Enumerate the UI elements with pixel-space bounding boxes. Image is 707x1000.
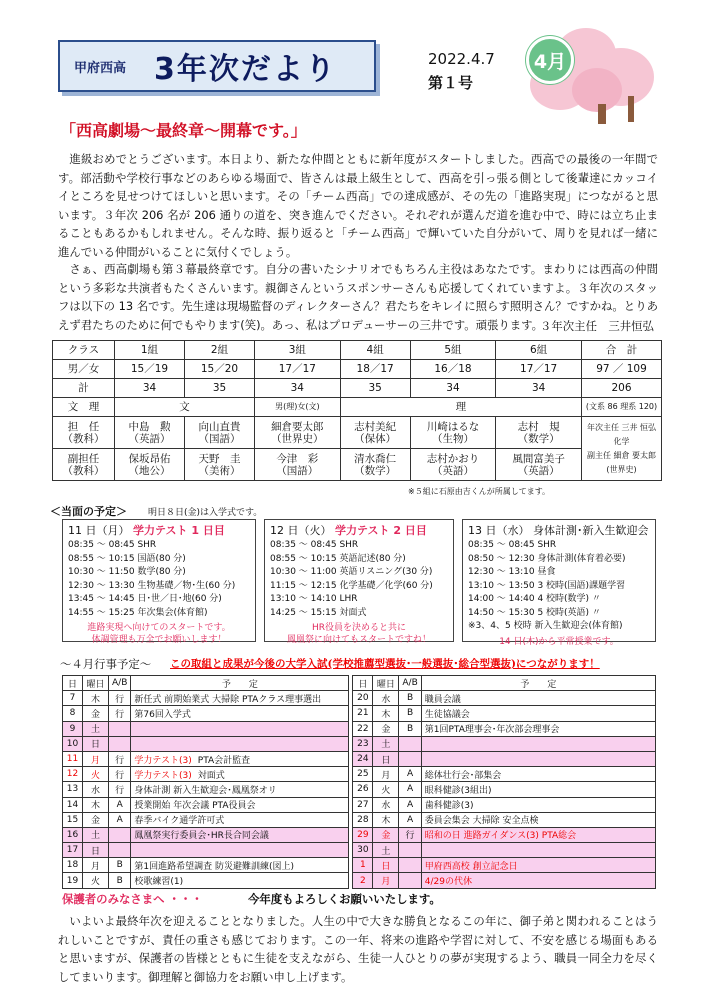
- event-day: 29: [353, 827, 373, 842]
- event-plan-text: 校歌練習(1): [134, 877, 184, 888]
- parents-heading: 保護者のみなさまへ ・・・: [62, 892, 203, 906]
- event-weekday: 月: [83, 751, 109, 766]
- day-date: 13 日（水）: [468, 524, 530, 537]
- event-day: 30: [353, 843, 373, 858]
- event-plan: [131, 721, 349, 736]
- staff-paragraph: さぁ、西高劇場も第３幕最終章です。自分の書いたシナリオでもちろん主役はあなたです。まわりには西高の仲間という多彩な共演者もたくさんいます。親御さんというスポンサーさんも応援してくれていますよ。３年次のスタッフは以下の 13 名です。先生達は現場監督のディレクターさん？君たちをキレイに照らす照明さん？ですかね。とりあえず君たちのために何でもやります(笑)。あっ、私はプロデューサーの三井です。頑張ります。: [58, 262, 658, 332]
- class-table: [52, 340, 662, 481]
- teacher-subject: （生物）: [431, 432, 474, 445]
- event-ab: 行: [109, 706, 131, 721]
- transfer-note: ※５組に石原由吉くんが所属してます。: [408, 487, 551, 496]
- day-heading: [270, 522, 448, 538]
- event-plan-text: PTA会計監査: [197, 755, 251, 766]
- teacher-subject: （保体）: [354, 432, 397, 445]
- schedule-line: 08:35 ～ 08:45 SHR: [468, 540, 557, 550]
- staff-note-line: 副主任 細倉 要太郎 (世界史): [586, 450, 657, 474]
- teacher-cell: [185, 417, 255, 449]
- event-plan: [421, 751, 655, 766]
- event-plan: [421, 827, 655, 842]
- table-cell: 15／19: [115, 360, 185, 379]
- event-plan: [131, 858, 349, 873]
- table-header: 3組: [255, 341, 341, 360]
- event-ab: A: [109, 797, 131, 812]
- event-ab: A: [399, 797, 421, 812]
- day-date: 11 日（月）: [68, 524, 130, 537]
- event-plan-text: 第76回入学式: [134, 709, 191, 720]
- event-ab: A: [399, 767, 421, 782]
- schedule-day-card: [264, 519, 454, 645]
- table-cell: 15／20: [185, 360, 255, 379]
- events-heading: ～４月行事予定～: [60, 657, 152, 671]
- schedule-line: 08:55 ～ 10:15 英語記述(80 分): [270, 553, 406, 564]
- schedule-line: 10:30 ～ 11:00 英語リスニング(30 分): [270, 567, 433, 577]
- event-plan: [421, 858, 655, 873]
- teacher-cell: [340, 417, 410, 449]
- teacher-name: 細倉要太郎: [271, 420, 324, 433]
- teacher-subject: （国語）: [198, 432, 241, 445]
- event-weekday: 月: [83, 858, 109, 873]
- event-ab: 行: [109, 767, 131, 782]
- total-row: [53, 379, 662, 398]
- month-badge: 4月: [526, 36, 574, 84]
- event-ab: A: [109, 812, 131, 827]
- event-ab: B: [399, 706, 421, 721]
- gender-row: [53, 360, 662, 379]
- event-day: 15: [63, 812, 83, 827]
- teacher-subject: （数学）: [517, 432, 560, 445]
- event-ab: [399, 873, 421, 888]
- event-day: 22: [353, 721, 373, 736]
- event-day: 10: [63, 736, 83, 751]
- teacher-cell: [410, 417, 496, 449]
- teacher-subject: （英語）: [128, 432, 171, 445]
- event-weekday: 火: [373, 782, 399, 797]
- table-cell: 17／17: [496, 360, 582, 379]
- event-ab: 行: [109, 782, 131, 797]
- event-plan: [421, 691, 655, 706]
- day-footer-line: 体調管理も万全でお願いします！: [91, 635, 227, 645]
- table-cell: 35: [340, 379, 410, 398]
- event-ab: 行: [109, 691, 131, 706]
- table-cell: 34: [496, 379, 582, 398]
- schedule-line: 14:00 ～ 14:40 4 校時(数学) 〃: [468, 594, 601, 604]
- event-weekday: 金: [373, 827, 399, 842]
- row-label: 男／女: [53, 360, 115, 379]
- event-plan-text: 甲府西高校 創立記念日: [424, 861, 518, 872]
- signature: ３年次主任 三井恒弘: [540, 319, 654, 333]
- day-footer: [468, 636, 650, 648]
- day-footer: [68, 622, 250, 646]
- event-day: 16: [63, 827, 83, 842]
- table-cell: 35: [185, 379, 255, 398]
- table-row: [63, 751, 656, 766]
- event-ab: [399, 843, 421, 858]
- school-name: 甲府西高: [74, 60, 127, 76]
- teacher-cell: [496, 417, 582, 449]
- event-day: 13: [63, 782, 83, 797]
- event-plan: [131, 691, 349, 706]
- parents-title: 今年度もよろしくお願いいたします。: [248, 892, 441, 906]
- teacher-subject: （国語）: [276, 464, 319, 477]
- event-day: 14: [63, 797, 83, 812]
- newsletter-title-box: [58, 40, 376, 92]
- table-header: 日: [353, 676, 373, 691]
- event-plan: [131, 767, 349, 782]
- table-cell: 34: [410, 379, 496, 398]
- event-plan-text: 学力テスト(3): [134, 755, 192, 766]
- event-plan: [131, 797, 349, 812]
- event-plan-text: 第1回PTA理事会･年次部会理事会: [424, 725, 560, 736]
- event-plan: [131, 812, 349, 827]
- table-row: [63, 797, 656, 812]
- schedule-line: 14:55 ～ 15:25 年次集会(体育館): [68, 607, 208, 618]
- teacher-cell: [410, 449, 496, 481]
- event-ab: [109, 721, 131, 736]
- table-header: クラス: [53, 341, 115, 360]
- event-plan: [131, 782, 349, 797]
- event-ab: A: [399, 812, 421, 827]
- teacher-name: 中島 勲: [128, 420, 171, 433]
- day-event: 身体計測･新入生歓迎会: [533, 524, 649, 537]
- teacher-cell: [255, 417, 341, 449]
- schedule-line: 12:30 ～ 13:30 生物基礎／物･生(60 分): [68, 580, 236, 591]
- event-day: 20: [353, 691, 373, 706]
- event-ab: 行: [399, 827, 421, 842]
- table-cell: 97 ／ 109: [582, 360, 662, 379]
- staff-note-line: 年次主任 三井 恒弘 化学: [586, 422, 657, 446]
- event-plan-text: 学力テスト(3): [134, 770, 192, 781]
- event-day: 17: [63, 843, 83, 858]
- table-row: [63, 858, 656, 873]
- teacher-subject: （数学）: [354, 464, 397, 477]
- event-day: 27: [353, 797, 373, 812]
- event-plan: [421, 721, 655, 736]
- teacher-subject: （世界史）: [271, 432, 324, 445]
- schedule-line: 08:35 ～ 08:45 SHR: [270, 540, 359, 550]
- teacher-name: 今津 彩: [276, 452, 319, 465]
- row-label: 文 理: [53, 398, 115, 417]
- event-day: 1: [353, 858, 373, 873]
- day-footer-line: 鳳凰祭に向けてもスタートですね！: [286, 635, 431, 645]
- table-cell: 理: [340, 398, 581, 417]
- event-day: 8: [63, 706, 83, 721]
- event-plan: [421, 843, 655, 858]
- schedule-heading: ＜当面の予定＞: [50, 505, 127, 518]
- event-plan: [131, 873, 349, 888]
- day-footer-line: HR役員を決めると共に: [311, 623, 407, 633]
- event-day: 23: [353, 736, 373, 751]
- event-plan-text: 総体壮行会･部集会: [424, 770, 502, 781]
- teacher-name: 風間富美子: [512, 452, 565, 465]
- row-label-sub: （教科）: [62, 464, 105, 477]
- schedule-line: 10:30 ～ 11:50 数学(80 分): [68, 567, 186, 577]
- table-header: 曜日: [373, 676, 399, 691]
- event-weekday: 日: [83, 736, 109, 751]
- table-cell: 男(理)女(文): [255, 398, 341, 417]
- schedule-line: 08:50 ～ 12:30 身体計測(体育着必要): [468, 553, 626, 564]
- teacher-subject: （英語）: [431, 464, 474, 477]
- event-weekday: 水: [83, 782, 109, 797]
- teacher-name: 清水喬仁: [354, 452, 397, 465]
- event-plan: [421, 767, 655, 782]
- staff-note: [582, 417, 662, 481]
- issue-number: 第１号: [428, 74, 474, 92]
- event-weekday: 土: [373, 843, 399, 858]
- day-event: 学力テスト 1 日目: [133, 524, 225, 537]
- event-weekday: 日: [373, 751, 399, 766]
- day-footer-line: 進路実現へ向けてのスタートです。: [87, 623, 231, 633]
- table-row: [63, 812, 656, 827]
- event-weekday: 金: [83, 812, 109, 827]
- teacher-subject: （地公）: [128, 464, 171, 477]
- table-header: 合 計: [582, 341, 662, 360]
- row-label-text: 担 任: [67, 420, 100, 433]
- teacher-subject: （美術）: [198, 464, 241, 477]
- schedule-line: ※3、4、5 校時 新入生歓迎会(体育館): [468, 621, 623, 631]
- day-event: 学力テスト 2 日目: [335, 524, 427, 537]
- teacher-cell: [255, 449, 341, 481]
- event-ab: [399, 736, 421, 751]
- table-row: [63, 827, 656, 842]
- table-row: [63, 782, 656, 797]
- row-label: 計: [53, 379, 115, 398]
- homeroom-row: [53, 417, 662, 449]
- table-cell: 18／17: [340, 360, 410, 379]
- vice-homeroom-row: [53, 449, 662, 481]
- event-plan-text: 春季バイク通学許可式: [134, 816, 225, 827]
- event-plan-text: 鳳凰祭実行委員会･HR長合同会議: [134, 831, 269, 842]
- event-weekday: 月: [373, 767, 399, 782]
- event-ab: B: [109, 858, 131, 873]
- table-header: 6組: [496, 341, 582, 360]
- table-row: [63, 873, 656, 888]
- event-plan-text: 新任式 前期始業式 大掃除 PTAクラス理事選出: [134, 694, 322, 705]
- day-footer-line: 14 日(木)から平常授業です。: [499, 636, 619, 647]
- event-day: 18: [63, 858, 83, 873]
- event-plan-text: 第1回進路希望調査 防災避難訓練(図上): [134, 861, 294, 872]
- table-cell: 206: [582, 379, 662, 398]
- schedule-line: 08:35 ～ 08:45 SHR: [68, 540, 157, 550]
- teacher-name: 保坂昂佑: [128, 452, 171, 465]
- event-weekday: 木: [373, 812, 399, 827]
- row-label-sub: （教科）: [62, 432, 105, 445]
- event-plan: [421, 873, 655, 888]
- event-weekday: 土: [83, 721, 109, 736]
- teacher-name: 向山直貴: [198, 420, 241, 433]
- table-header: 日: [63, 676, 83, 691]
- table-cell: 34: [115, 379, 185, 398]
- event-ab: B: [399, 691, 421, 706]
- parents-paragraph: いよいよ最終年次を迎えることとなりました。人生の中で大きな勝負となるこの年に、御子弟と関われることはうれしいことですが、責任の重さも感じております。この一年、将来の進路や学習に対して、不安を感じる場面もあると思いますが、保護者の皆様とともに生徒を支えながら、生徒一人ひとりの夢が実現するよう、職員一同全力を尽くしてまいります。御理解と御協力をお願い申し上げます。: [58, 914, 658, 984]
- event-weekday: 月: [373, 873, 399, 888]
- table-cell: (文系 86 理系 120): [582, 398, 662, 417]
- table-row: [63, 706, 656, 721]
- schedule-line: 14:25 ～ 15:15 対面式: [270, 607, 367, 618]
- event-day: 24: [353, 751, 373, 766]
- headline: 「西高劇場～最終章～開幕です。」: [60, 121, 307, 140]
- event-day: 7: [63, 691, 83, 706]
- events-banner: この取組と成果が今後の大学入試(学校推薦型選抜･一般選抜･総合型選抜)につながります！: [170, 658, 600, 670]
- row-label: [53, 449, 115, 481]
- event-day: 9: [63, 721, 83, 736]
- event-weekday: 日: [83, 843, 109, 858]
- teacher-name: 志村美紀: [354, 420, 397, 433]
- event-day: 19: [63, 873, 83, 888]
- schedule-line: 11:15 ～ 12:15 化学基礎／化学(60 分): [270, 580, 433, 591]
- teacher-name: 志村 規: [517, 420, 560, 433]
- event-plan: [421, 782, 655, 797]
- event-plan: [131, 736, 349, 751]
- schedule-line: 12:30 ～ 13:10 昼食: [468, 567, 556, 577]
- event-ab: [399, 858, 421, 873]
- event-ab: [109, 827, 131, 842]
- event-ab: A: [399, 782, 421, 797]
- table-header: A/B: [399, 676, 421, 691]
- row-label: [53, 417, 115, 449]
- event-plan-text: 歯科健診(3): [424, 801, 474, 812]
- day-heading: [68, 522, 250, 538]
- teacher-cell: [340, 449, 410, 481]
- event-day: 12: [63, 767, 83, 782]
- schedule-line: 14:50 ～ 15:30 5 校時(英語) 〃: [468, 607, 601, 618]
- event-ab: [399, 751, 421, 766]
- track-row: [53, 398, 662, 417]
- event-ab: 行: [109, 751, 131, 766]
- event-weekday: 水: [373, 797, 399, 812]
- event-plan-text: 対面式: [197, 770, 225, 781]
- table-header: 2組: [185, 341, 255, 360]
- intro-paragraph: 進級おめでとうございます。本日より、新たな仲間とともに新年度がスタートしました。西高での最後の一年間です。部活動や学校行事などのあらゆる場面で、皆さんは最上級生として、西高を引っ張る側として後輩達にカッコイイところを見せつけてほしいと思います。その「チーム西高」での達成感が、その先の「進路実現」につながると思います。３年次 206 名が 206 通りの道を、突き進んでください。それぞれが選んだ道を進む中で、時には立ち止まることもあるかもしれません。そんな時、振り返ると「チーム西高」で輝いていた自分がいて、周りを見れば一緒に進んでいる仲間がいることに気付くでしょう。: [58, 152, 658, 259]
- event-plan-text: 身体計測 新入生歓迎会･鳳凰祭オリ: [134, 785, 277, 796]
- table-header: 予 定: [421, 676, 655, 691]
- event-weekday: 木: [373, 706, 399, 721]
- table-cell: 34: [255, 379, 341, 398]
- table-header: 4組: [340, 341, 410, 360]
- newsletter-title: 3年次だより: [154, 52, 337, 87]
- schedule-line: 13:45 ～ 14:45 日･世／日･地(60 分): [68, 594, 222, 604]
- teacher-name: 川崎はるな: [426, 420, 480, 433]
- event-weekday: 日: [373, 858, 399, 873]
- event-weekday: 木: [83, 797, 109, 812]
- teacher-subject: （英語）: [517, 464, 560, 477]
- event-plan-text: 4/29の代休: [424, 877, 472, 888]
- table-header: 1組: [115, 341, 185, 360]
- table-row: [63, 691, 656, 706]
- event-plan-text: 生徒協議会: [424, 709, 470, 720]
- event-ab: B: [399, 721, 421, 736]
- event-plan: [131, 843, 349, 858]
- event-weekday: 火: [83, 767, 109, 782]
- event-plan-text: 昭和の日 進路ガイダンス(3) PTA総会: [424, 831, 577, 842]
- event-plan: [421, 706, 655, 721]
- event-weekday: 土: [83, 827, 109, 842]
- event-day: 25: [353, 767, 373, 782]
- event-plan: [131, 706, 349, 721]
- event-plan: [131, 827, 349, 842]
- table-cell: 16／18: [410, 360, 496, 379]
- teacher-cell: [185, 449, 255, 481]
- schedule-day-card: [62, 519, 256, 645]
- teacher-name: 天野 圭: [198, 452, 241, 465]
- events-header-row: [63, 676, 656, 691]
- day-date: 12 日（火）: [270, 524, 332, 537]
- event-day: 21: [353, 706, 373, 721]
- event-ab: [109, 843, 131, 858]
- event-plan: [421, 736, 655, 751]
- day-heading: [468, 522, 650, 538]
- schedule-note: 明日８日(金)は入学式です。: [148, 508, 263, 518]
- table-header: 予 定: [131, 676, 349, 691]
- event-weekday: 金: [373, 721, 399, 736]
- table-row: [63, 767, 656, 782]
- table-row: [63, 843, 656, 858]
- events-table: [62, 675, 656, 889]
- schedule-line: 08:55 ～ 10:15 国語(80 分): [68, 553, 186, 564]
- class-header-row: [53, 341, 662, 360]
- teacher-cell: [115, 417, 185, 449]
- table-header: A/B: [109, 676, 131, 691]
- table-row: [63, 721, 656, 736]
- event-ab: [109, 736, 131, 751]
- event-plan: [421, 797, 655, 812]
- event-weekday: 水: [373, 691, 399, 706]
- event-weekday: 土: [373, 736, 399, 751]
- event-day: 26: [353, 782, 373, 797]
- schedule-day-card: [462, 519, 656, 647]
- event-plan-text: 職員会議: [424, 694, 461, 705]
- schedule-line: 13:10 ～ 14:10 LHR: [270, 594, 358, 604]
- event-day: 11: [63, 751, 83, 766]
- event-weekday: 金: [83, 706, 109, 721]
- table-row: [63, 736, 656, 751]
- issue-date: 2022.4.7: [428, 50, 495, 68]
- day-footer: [270, 622, 448, 646]
- table-cell: 文: [115, 398, 255, 417]
- teacher-name: 志村かおり: [426, 452, 480, 465]
- event-weekday: 木: [83, 691, 109, 706]
- event-plan-text: 委員会集会 大掃除 安全点検: [424, 816, 539, 827]
- table-header: 5組: [410, 341, 496, 360]
- table-header: 曜日: [83, 676, 109, 691]
- event-plan-text: 授業開始 年次会議 PTA役員会: [134, 801, 256, 812]
- event-day: 2: [353, 873, 373, 888]
- event-ab: B: [109, 873, 131, 888]
- event-weekday: 火: [83, 873, 109, 888]
- event-plan: [131, 751, 349, 766]
- teacher-cell: [496, 449, 582, 481]
- schedule-line: 13:10 ～ 13:50 3 校時(国語)課題学習: [468, 580, 626, 591]
- row-label-text: 副担任: [67, 452, 100, 465]
- table-cell: 17／17: [255, 360, 341, 379]
- event-day: 28: [353, 812, 373, 827]
- event-plan-text: 眼科健診(3組出): [424, 785, 492, 796]
- event-plan: [421, 812, 655, 827]
- teacher-cell: [115, 449, 185, 481]
